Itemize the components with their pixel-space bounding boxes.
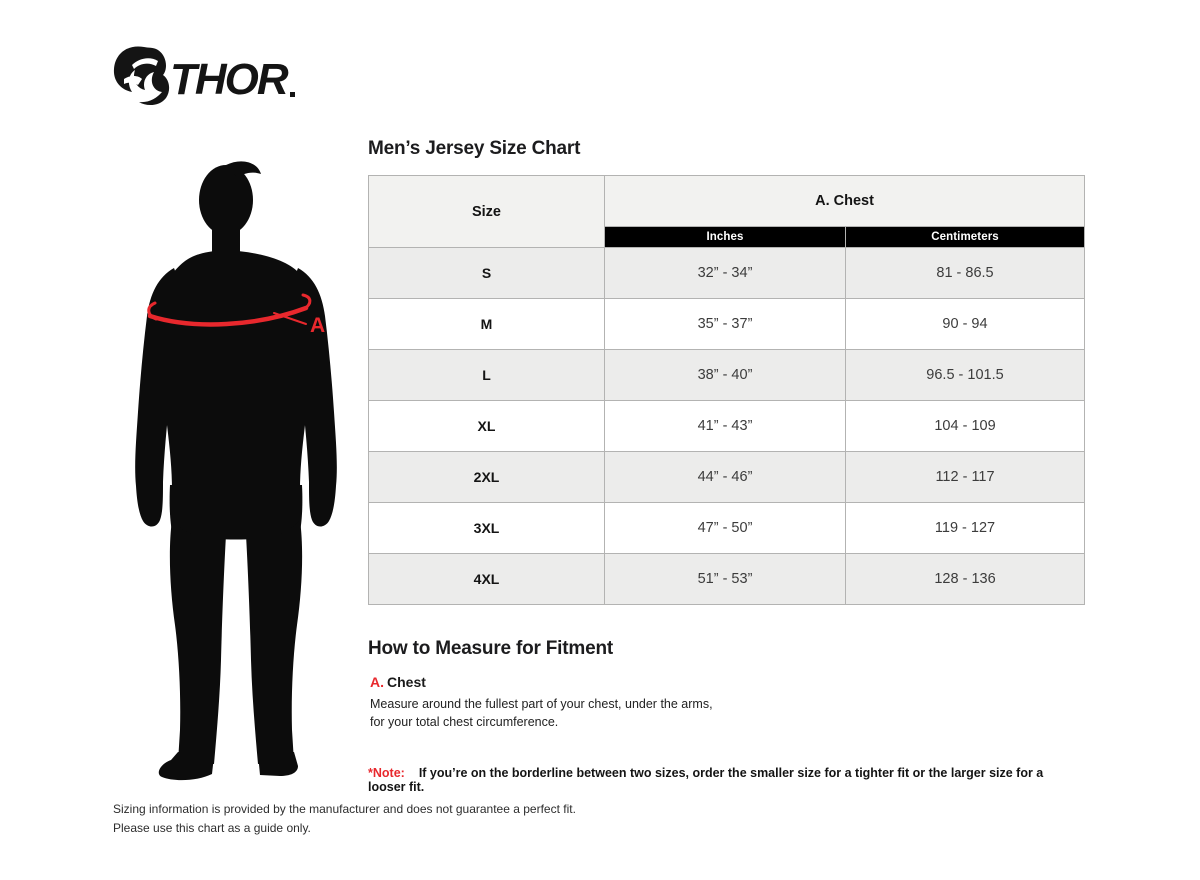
size-chart-table: [368, 175, 1085, 605]
inches-cell: 38” - 40”: [605, 350, 846, 401]
centimeters-cell: 81 - 86.5: [846, 248, 1085, 299]
size-chart-table-wrap: [368, 175, 1085, 605]
chest-point-label: A: [310, 314, 326, 337]
inches-cell: 51” - 53”: [605, 554, 846, 605]
table-row: [369, 350, 1085, 401]
sizing-note: [368, 766, 1048, 794]
measure-item-chest: [370, 674, 738, 731]
body-silhouette: [135, 161, 337, 780]
inches-cell: 47” - 50”: [605, 503, 846, 554]
table-row: [369, 503, 1085, 554]
thor-logo-graphic: [112, 45, 302, 109]
inches-cell: 41” - 43”: [605, 401, 846, 452]
size-cell: 4XL: [369, 554, 605, 605]
table-row: [369, 554, 1085, 605]
disclaimer-line-1: Sizing information is provided by the manufacturer and does not guarantee a perfect fit.: [113, 802, 576, 816]
size-cell: S: [369, 248, 605, 299]
table-header-row: [369, 176, 1085, 227]
centimeters-subheader: Centimeters: [846, 227, 1085, 248]
note-prefix: *Note:: [368, 766, 405, 780]
inches-cell: 44” - 46”: [605, 452, 846, 503]
disclaimer-line-2: Please use this chart as a guide only.: [113, 820, 311, 835]
ram-head-icon: [114, 46, 169, 105]
inches-cell: 32” - 34”: [605, 248, 846, 299]
size-chart-title: Men’s Jersey Size Chart: [368, 138, 581, 159]
centimeters-cell: 104 - 109: [846, 401, 1085, 452]
centimeters-cell: 90 - 94: [846, 299, 1085, 350]
measure-item-title: [370, 674, 738, 692]
inches-cell: 35” - 37”: [605, 299, 846, 350]
size-cell: L: [369, 350, 605, 401]
table-row: [369, 452, 1085, 503]
size-cell: 3XL: [369, 503, 605, 554]
size-cell: M: [369, 299, 605, 350]
note-text: If you’re on the borderline between two sizes, order the smaller size for a tighter fit or the larger size for a looser fit.: [368, 766, 1044, 794]
thor-wordmark: THOR: [170, 55, 287, 104]
chest-group-header: A. Chest: [605, 176, 1085, 227]
table-row: [369, 401, 1085, 452]
logo-period-dot: [290, 92, 295, 97]
size-cell: 2XL: [369, 452, 605, 503]
silhouette-graphic: [106, 150, 364, 798]
measure-section-heading: How to Measure for Fitment: [368, 638, 613, 659]
disclaimer: [113, 800, 576, 837]
measure-name: Chest: [387, 674, 426, 690]
centimeters-cell: 96.5 - 101.5: [846, 350, 1085, 401]
table-row: [369, 299, 1085, 350]
male-silhouette-figure: [106, 150, 364, 798]
size-cell: XL: [369, 401, 605, 452]
measure-key: A.: [370, 674, 384, 690]
thor-logo: [112, 45, 302, 109]
centimeters-cell: 128 - 136: [846, 554, 1085, 605]
centimeters-cell: 119 - 127: [846, 503, 1085, 554]
centimeters-cell: 112 - 117: [846, 452, 1085, 503]
inches-subheader: Inches: [605, 227, 846, 248]
size-column-header: Size: [369, 176, 605, 248]
table-row: [369, 248, 1085, 299]
measure-description: Measure around the fullest part of your chest, under the arms, for your total chest circumference.: [370, 697, 713, 730]
